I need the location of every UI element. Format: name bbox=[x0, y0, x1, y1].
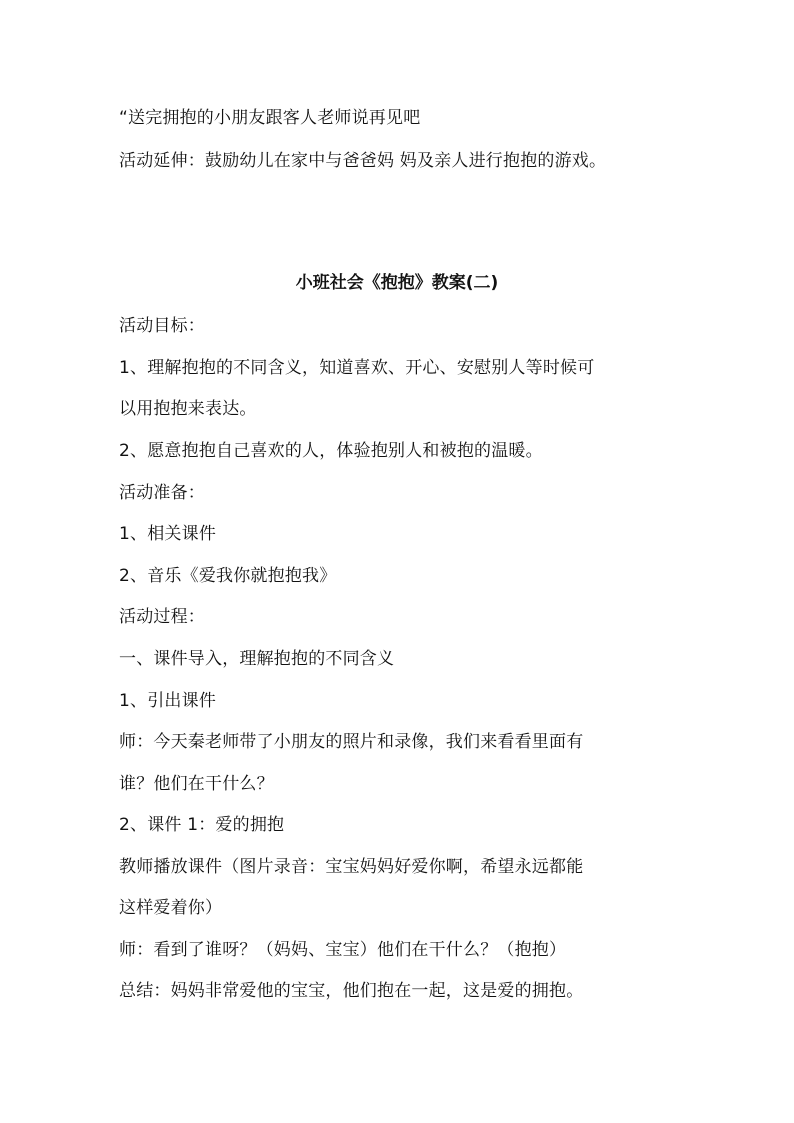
body-line-10: 1、引出课件 bbox=[119, 691, 217, 711]
body-line-5: 活动准备： bbox=[119, 483, 205, 503]
intro-line-2: 活动延伸：鼓励幼儿在家中与爸爸妈 妈及亲人进行抱抱的游戏。 bbox=[119, 151, 607, 171]
body-line-7: 2、音乐《爱我你就抱抱我》 bbox=[119, 566, 337, 586]
intro-line-1: “送完拥抱的小朋友跟客人老师说再见吧 bbox=[119, 108, 421, 128]
body-line-12: 谁？他们在干什么？ bbox=[119, 774, 274, 794]
body-line-8: 活动过程： bbox=[119, 607, 205, 627]
body-line-11: 师：今天秦老师带了小朋友的照片和录像，我们来看看里面有 bbox=[119, 732, 584, 752]
body-line-6: 1、相关课件 bbox=[119, 524, 217, 544]
body-line-1: 活动目标： bbox=[119, 316, 205, 336]
body-line-15: 这样爱着你） bbox=[119, 898, 223, 918]
body-line-2: 1、理解抱抱的不同含义，知道喜欢、开心、安慰别人等时候可 bbox=[119, 358, 595, 378]
body-line-14: 教师播放课件（图片录音：宝宝妈妈好爱你啊，希望永远都能 bbox=[119, 857, 584, 877]
body-line-13: 2、课件 1：爱的拥抱 bbox=[119, 815, 285, 835]
document-title: 小班社会《抱抱》教案(二) bbox=[295, 273, 499, 293]
body-line-17: 总结：妈妈非常爱他的宝宝，他们抱在一起，这是爱的拥抱。 bbox=[119, 981, 584, 1001]
body-line-16: 师：看到了谁呀？（妈妈、宝宝）他们在干什么？（抱抱） bbox=[119, 940, 567, 960]
body-line-9: 一、课件导入，理解抱抱的不同含义 bbox=[119, 649, 395, 669]
body-line-3: 以用抱抱来表达。 bbox=[119, 399, 257, 419]
body-line-4: 2、愿意抱抱自己喜欢的人，体验抱别人和被抱的温暖。 bbox=[119, 441, 543, 461]
